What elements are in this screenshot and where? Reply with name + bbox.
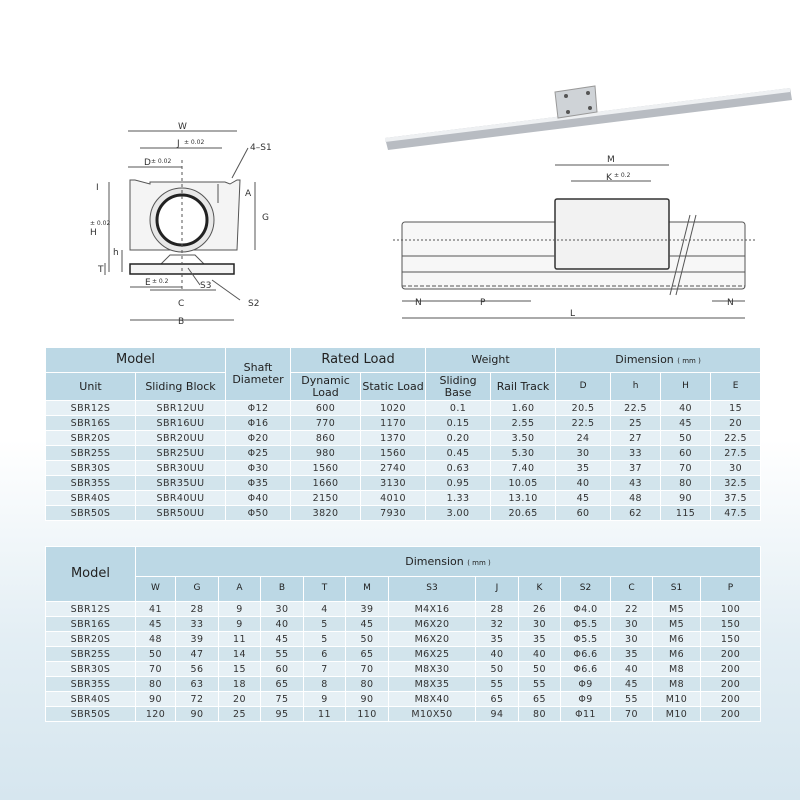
label-h: h — [113, 248, 119, 258]
cell-sliding-base: 1.33 — [426, 491, 491, 506]
cell-K: 55 — [519, 677, 561, 692]
cell-J: 94 — [476, 707, 519, 722]
cell-H: 50 — [661, 431, 711, 446]
label-B: B — [178, 317, 185, 327]
cell-S2: Φ4.0 — [561, 602, 611, 617]
cell-S1: M5 — [653, 602, 701, 617]
cell-shaft-diameter: Φ12 — [226, 401, 291, 416]
cell-J: 65 — [476, 692, 519, 707]
label-I: I — [96, 183, 99, 193]
header-dimension-2: Dimension ( mm ) — [136, 547, 761, 577]
cell-static-load: 1560 — [361, 446, 426, 461]
cell-shaft-diameter: Φ30 — [226, 461, 291, 476]
cell-h: 62 — [611, 506, 661, 521]
label-H: H — [90, 228, 97, 238]
cell-model: SBR16S — [46, 617, 136, 632]
cell-dynamic-load: 3820 — [291, 506, 361, 521]
cell-h: 27 — [611, 431, 661, 446]
cell-unit: SBR20S — [46, 431, 136, 446]
label-S2: S2 — [248, 299, 260, 309]
header-T: T — [304, 577, 346, 602]
technical-drawings — [0, 0, 800, 340]
label-A: A — [245, 189, 252, 199]
cell-B: 40 — [261, 617, 304, 632]
table-row — [46, 431, 761, 446]
cell-C: 22 — [611, 602, 653, 617]
label-J: J — [177, 139, 180, 149]
cell-H: 115 — [661, 506, 711, 521]
cell-J: 28 — [476, 602, 519, 617]
cell-A: 14 — [219, 647, 261, 662]
cell-S1: M10 — [653, 692, 701, 707]
table-row — [46, 401, 761, 416]
cell-S1: M6 — [653, 632, 701, 647]
header-model: Model — [46, 348, 226, 373]
header-A: A — [219, 577, 261, 602]
header-G: G — [176, 577, 219, 602]
cell-H: 90 — [661, 491, 711, 506]
cell-sliding-base: 0.45 — [426, 446, 491, 461]
cell-T: 9 — [304, 692, 346, 707]
header-S1: S1 — [653, 577, 701, 602]
cell-M: 90 — [346, 692, 389, 707]
cell-T: 6 — [304, 647, 346, 662]
cell-G: 56 — [176, 662, 219, 677]
cell-h: 25 — [611, 416, 661, 431]
cell-shaft-diameter: Φ25 — [226, 446, 291, 461]
header-W: W — [136, 577, 176, 602]
cell-M: 50 — [346, 632, 389, 647]
cell-D: 60 — [556, 506, 611, 521]
label-K: K — [606, 173, 612, 183]
cell-P: 200 — [701, 662, 761, 677]
cell-T: 7 — [304, 662, 346, 677]
header-J: J — [476, 577, 519, 602]
cell-K: 65 — [519, 692, 561, 707]
svg-text:± 0.02: ± 0.02 — [151, 158, 172, 165]
cell-G: 63 — [176, 677, 219, 692]
cell-S3: M8X30 — [389, 662, 476, 677]
cell-dynamic-load: 770 — [291, 416, 361, 431]
cell-B: 45 — [261, 632, 304, 647]
cell-model: SBR20S — [46, 632, 136, 647]
cell-G: 33 — [176, 617, 219, 632]
cell-model: SBR35S — [46, 677, 136, 692]
cell-C: 45 — [611, 677, 653, 692]
specs-table-dimensions — [45, 546, 761, 722]
specs-table-load-weight — [45, 347, 761, 521]
cell-static-load: 1170 — [361, 416, 426, 431]
cell-P: 150 — [701, 617, 761, 632]
header-shaft-diameter: Shaft Diameter — [226, 348, 291, 401]
cell-C: 35 — [611, 647, 653, 662]
cell-S1: M6 — [653, 647, 701, 662]
cell-H: 80 — [661, 476, 711, 491]
cell-A: 18 — [219, 677, 261, 692]
cell-sliding-base: 0.95 — [426, 476, 491, 491]
cell-M: 80 — [346, 677, 389, 692]
cell-shaft-diameter: Φ40 — [226, 491, 291, 506]
cell-M: 110 — [346, 707, 389, 722]
cell-rail-track: 5.30 — [491, 446, 556, 461]
cell-C: 30 — [611, 632, 653, 647]
side-view-drawing — [393, 165, 755, 318]
cell-S2: Φ9 — [561, 692, 611, 707]
cell-S1: M8 — [653, 677, 701, 692]
cell-dynamic-load: 860 — [291, 431, 361, 446]
cell-unit: SBR30S — [46, 461, 136, 476]
table-row — [46, 461, 761, 476]
cell-K: 26 — [519, 602, 561, 617]
cell-S1: M8 — [653, 662, 701, 677]
label-D: D — [144, 158, 151, 168]
cell-dynamic-load: 1660 — [291, 476, 361, 491]
table-row — [46, 446, 761, 461]
cell-P: 100 — [701, 602, 761, 617]
cell-h: 48 — [611, 491, 661, 506]
cell-static-load: 7930 — [361, 506, 426, 521]
cell-sliding-base: 0.1 — [426, 401, 491, 416]
header-model-2: Model — [46, 547, 136, 602]
label-M: M — [607, 155, 615, 165]
cell-static-load: 1370 — [361, 431, 426, 446]
cell-M: 39 — [346, 602, 389, 617]
cell-dynamic-load: 1560 — [291, 461, 361, 476]
cell-rail-track: 20.65 — [491, 506, 556, 521]
cell-D: 22.5 — [556, 416, 611, 431]
cell-model: SBR25S — [46, 647, 136, 662]
header-K: K — [519, 577, 561, 602]
cell-rail-track: 7.40 — [491, 461, 556, 476]
cell-static-load: 1020 — [361, 401, 426, 416]
cell-E: 37.5 — [711, 491, 761, 506]
header-M: M — [346, 577, 389, 602]
cell-G: 28 — [176, 602, 219, 617]
cell-D: 45 — [556, 491, 611, 506]
cell-K: 30 — [519, 617, 561, 632]
cell-B: 60 — [261, 662, 304, 677]
cell-sliding-block: SBR16UU — [136, 416, 226, 431]
cell-S3: M6X25 — [389, 647, 476, 662]
cell-C: 30 — [611, 617, 653, 632]
cell-E: 20 — [711, 416, 761, 431]
cell-W: 48 — [136, 632, 176, 647]
cell-J: 55 — [476, 677, 519, 692]
cell-sliding-block: SBR35UU — [136, 476, 226, 491]
cell-S3: M6X20 — [389, 617, 476, 632]
cell-unit: SBR16S — [46, 416, 136, 431]
cell-static-load: 4010 — [361, 491, 426, 506]
table-row — [46, 632, 761, 647]
cell-D: 24 — [556, 431, 611, 446]
cell-C: 70 — [611, 707, 653, 722]
cell-S1: M10 — [653, 707, 701, 722]
table-row — [46, 602, 761, 617]
cell-A: 9 — [219, 617, 261, 632]
cell-A: 15 — [219, 662, 261, 677]
table-row — [46, 506, 761, 521]
label-E: E — [145, 278, 151, 288]
cell-B: 55 — [261, 647, 304, 662]
cell-h: 33 — [611, 446, 661, 461]
label-N-right: N — [727, 298, 734, 308]
cell-K: 50 — [519, 662, 561, 677]
cell-model: SBR12S — [46, 602, 136, 617]
cell-H: 60 — [661, 446, 711, 461]
header-D: D — [556, 373, 611, 401]
cell-rail-track: 1.60 — [491, 401, 556, 416]
cell-h: 22.5 — [611, 401, 661, 416]
header-P: P — [701, 577, 761, 602]
cell-H: 45 — [661, 416, 711, 431]
cell-P: 200 — [701, 677, 761, 692]
cell-S3: M4X16 — [389, 602, 476, 617]
cell-W: 120 — [136, 707, 176, 722]
label-P: P — [480, 298, 486, 308]
table-row — [46, 647, 761, 662]
cell-J: 35 — [476, 632, 519, 647]
cell-S2: Φ6.6 — [561, 662, 611, 677]
header-rail-track: Rail Track — [491, 373, 556, 401]
cell-B: 65 — [261, 677, 304, 692]
table-row — [46, 416, 761, 431]
cell-A: 11 — [219, 632, 261, 647]
cell-S2: Φ9 — [561, 677, 611, 692]
cell-unit: SBR12S — [46, 401, 136, 416]
table-row — [46, 617, 761, 632]
cell-S3: M10X50 — [389, 707, 476, 722]
label-S3: S3 — [200, 281, 212, 291]
cell-rail-track: 3.50 — [491, 431, 556, 446]
cell-W: 80 — [136, 677, 176, 692]
svg-text:± 0.2: ± 0.2 — [614, 172, 631, 179]
cell-S2: Φ6.6 — [561, 647, 611, 662]
cell-sliding-block: SBR20UU — [136, 431, 226, 446]
cell-E: 47.5 — [711, 506, 761, 521]
cell-G: 90 — [176, 707, 219, 722]
cell-W: 45 — [136, 617, 176, 632]
label-T: T — [98, 265, 104, 275]
header-h: h — [611, 373, 661, 401]
cell-M: 65 — [346, 647, 389, 662]
label-L: L — [570, 309, 576, 319]
cell-E: 32.5 — [711, 476, 761, 491]
cell-W: 41 — [136, 602, 176, 617]
cell-G: 47 — [176, 647, 219, 662]
cell-dynamic-load: 600 — [291, 401, 361, 416]
cell-K: 40 — [519, 647, 561, 662]
cell-S3: M8X40 — [389, 692, 476, 707]
cell-W: 70 — [136, 662, 176, 677]
header-dimension: Dimension ( mm ) — [556, 348, 761, 373]
cell-S2: Φ5.5 — [561, 632, 611, 647]
cell-W: 50 — [136, 647, 176, 662]
header-dynamic-load: Dynamic Load — [291, 373, 361, 401]
cell-static-load: 2740 — [361, 461, 426, 476]
cell-shaft-diameter: Φ20 — [226, 431, 291, 446]
header-B: B — [261, 577, 304, 602]
cell-B: 30 — [261, 602, 304, 617]
cell-P: 200 — [701, 707, 761, 722]
cell-model: SBR30S — [46, 662, 136, 677]
cell-sliding-block: SBR30UU — [136, 461, 226, 476]
cell-sliding-block: SBR25UU — [136, 446, 226, 461]
cell-sliding-base: 0.20 — [426, 431, 491, 446]
cell-G: 39 — [176, 632, 219, 647]
cell-sliding-block: SBR40UU — [136, 491, 226, 506]
label-S1: 4–S1 — [250, 143, 272, 153]
cell-D: 20.5 — [556, 401, 611, 416]
cell-S3: M8X35 — [389, 677, 476, 692]
cell-sliding-block: SBR12UU — [136, 401, 226, 416]
cell-M: 70 — [346, 662, 389, 677]
header-S3: S3 — [389, 577, 476, 602]
cell-G: 72 — [176, 692, 219, 707]
cell-J: 40 — [476, 647, 519, 662]
cell-sliding-base: 3.00 — [426, 506, 491, 521]
table-row — [46, 677, 761, 692]
cell-H: 70 — [661, 461, 711, 476]
cell-unit: SBR35S — [46, 476, 136, 491]
header-S2: S2 — [561, 577, 611, 602]
cell-shaft-diameter: Φ50 — [226, 506, 291, 521]
end-view-drawing — [105, 131, 255, 320]
cell-dynamic-load: 980 — [291, 446, 361, 461]
svg-text:± 0.02: ± 0.02 — [184, 139, 205, 146]
table-row — [46, 707, 761, 722]
cell-static-load: 3130 — [361, 476, 426, 491]
cell-shaft-diameter: Φ35 — [226, 476, 291, 491]
cell-T: 5 — [304, 632, 346, 647]
cell-K: 80 — [519, 707, 561, 722]
cell-T: 8 — [304, 677, 346, 692]
cell-unit: SBR25S — [46, 446, 136, 461]
cell-K: 35 — [519, 632, 561, 647]
rail-photo — [385, 86, 792, 150]
cell-rail-track: 2.55 — [491, 416, 556, 431]
cell-sliding-base: 0.15 — [426, 416, 491, 431]
cell-M: 45 — [346, 617, 389, 632]
cell-D: 40 — [556, 476, 611, 491]
cell-E: 22.5 — [711, 431, 761, 446]
cell-dynamic-load: 2150 — [291, 491, 361, 506]
cell-E: 30 — [711, 461, 761, 476]
label-C: C — [178, 299, 185, 309]
header-E: E — [711, 373, 761, 401]
cell-h: 43 — [611, 476, 661, 491]
cell-W: 90 — [136, 692, 176, 707]
cell-S2: Φ11 — [561, 707, 611, 722]
cell-S1: M5 — [653, 617, 701, 632]
table-row — [46, 476, 761, 491]
cell-J: 32 — [476, 617, 519, 632]
cell-B: 75 — [261, 692, 304, 707]
cell-sliding-base: 0.63 — [426, 461, 491, 476]
cell-P: 200 — [701, 692, 761, 707]
cell-S2: Φ5.5 — [561, 617, 611, 632]
header-H: H — [661, 373, 711, 401]
header-C: C — [611, 577, 653, 602]
label-N-left: N — [415, 298, 422, 308]
cell-E: 27.5 — [711, 446, 761, 461]
cell-H: 40 — [661, 401, 711, 416]
cell-A: 25 — [219, 707, 261, 722]
cell-B: 95 — [261, 707, 304, 722]
cell-T: 5 — [304, 617, 346, 632]
cell-P: 150 — [701, 632, 761, 647]
label-W: W — [178, 122, 187, 132]
cell-C: 40 — [611, 662, 653, 677]
cell-P: 200 — [701, 647, 761, 662]
cell-sliding-block: SBR50UU — [136, 506, 226, 521]
cell-J: 50 — [476, 662, 519, 677]
cell-D: 30 — [556, 446, 611, 461]
header-sliding-base: Sliding Base — [426, 373, 491, 401]
cell-model: SBR40S — [46, 692, 136, 707]
cell-S3: M6X20 — [389, 632, 476, 647]
cell-T: 11 — [304, 707, 346, 722]
cell-D: 35 — [556, 461, 611, 476]
cell-unit: SBR50S — [46, 506, 136, 521]
cell-rail-track: 10.05 — [491, 476, 556, 491]
cell-unit: SBR40S — [46, 491, 136, 506]
cell-model: SBR50S — [46, 707, 136, 722]
cell-rail-track: 13.10 — [491, 491, 556, 506]
cell-C: 55 — [611, 692, 653, 707]
svg-text:± 0.02: ± 0.02 — [90, 220, 111, 227]
header-sliding-block: Sliding Block — [136, 373, 226, 401]
cell-A: 9 — [219, 602, 261, 617]
cell-shaft-diameter: Φ16 — [226, 416, 291, 431]
header-unit: Unit — [46, 373, 136, 401]
svg-text:± 0.2: ± 0.2 — [152, 278, 169, 285]
table-row — [46, 662, 761, 677]
table-row — [46, 692, 761, 707]
header-weight: Weight — [426, 348, 556, 373]
table-row — [46, 491, 761, 506]
cell-A: 20 — [219, 692, 261, 707]
cell-T: 4 — [304, 602, 346, 617]
header-rated-load: Rated Load — [291, 348, 426, 373]
cell-h: 37 — [611, 461, 661, 476]
cell-E: 15 — [711, 401, 761, 416]
label-G: G — [262, 213, 269, 223]
header-static-load: Static Load — [361, 373, 426, 401]
